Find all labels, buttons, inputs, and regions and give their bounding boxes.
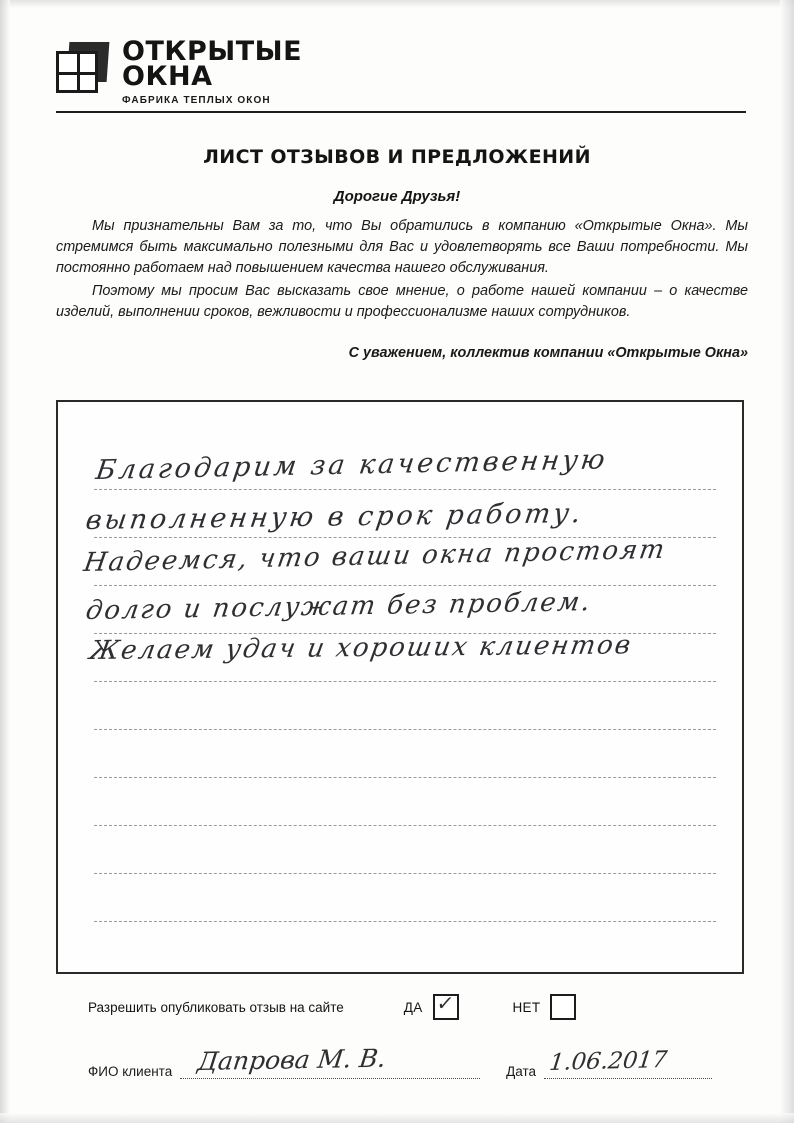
- feedback-box[interactable]: [56, 400, 744, 974]
- rule-line: [94, 490, 716, 538]
- handwritten-line-3: Надеемся, что ваши окна простоят: [81, 534, 669, 579]
- greeting-text: Дорогие Друзья!: [333, 188, 461, 205]
- intro-paragraph-1: Мы признательны Вам за то, что Вы обратились в компанию «Открытые Окна». Мы стремимся быть максимально полезными для Вас и удовлетворять все Ваши потребности. Мы постоянно работаем над повышением качества нашего обслуживания.: [56, 218, 748, 276]
- date-label: Дата: [506, 1064, 536, 1079]
- scan-edge-right: [780, 0, 794, 1123]
- intro-body: [56, 216, 748, 324]
- window-square-icon: [56, 42, 110, 96]
- checkmark-icon: ✓: [434, 991, 455, 1015]
- yes-label: ДА: [403, 999, 423, 1015]
- logo-line-2: ОКНА: [122, 60, 213, 92]
- yes-checkbox[interactable]: [433, 991, 459, 1020]
- rule-line: [94, 682, 716, 730]
- rule-line: [94, 826, 716, 874]
- date-input[interactable]: [544, 1046, 712, 1079]
- client-name-value: Дапрова М. В.: [196, 1043, 388, 1076]
- scan-edge-bottom: [0, 1113, 794, 1123]
- handwritten-line-2: выполненную в срок работу.: [83, 498, 586, 537]
- handwritten-line-1: Благодарим за качественную: [93, 444, 610, 487]
- rule-line: [94, 874, 716, 922]
- company-signature: С уважением, коллектив компании «Открытые Окна»: [348, 345, 748, 361]
- publish-permission-row: [88, 991, 708, 1020]
- scan-edge-top: [0, 0, 794, 8]
- rule-line: [94, 442, 716, 490]
- client-name-input[interactable]: [180, 1043, 480, 1079]
- company-logo-text: [122, 36, 303, 106]
- company-header: [56, 36, 746, 106]
- ruled-lines: [94, 442, 716, 922]
- rule-line: [94, 538, 716, 586]
- logo-line-1: ОТКРЫТЫЕ: [122, 36, 303, 67]
- rule-line: [94, 730, 716, 778]
- logo-subtitle: ФАБРИКА ТЕПЛЫХ ОКОН: [122, 94, 271, 106]
- rule-line: [94, 778, 716, 826]
- rule-line: [94, 586, 716, 634]
- intro-paragraph-2: Поэтому мы просим Вас высказать свое мнение, о работе нашей компании – о качестве изделий, выполнении сроков, вежливости и профессионализме наших сотрудников.: [56, 282, 748, 320]
- client-name-label: ФИО клиента: [88, 1064, 173, 1079]
- handwritten-line-4: долго и послужат без проблем.: [83, 587, 594, 627]
- no-label: НЕТ: [512, 999, 541, 1015]
- handwritten-line-5: Желаем удач и хороших клиентов: [87, 630, 635, 667]
- scan-edge-left: [0, 0, 10, 1123]
- page-title: ЛИСТ ОТЗЫВОВ И ПРЕДЛОЖЕНИЙ: [203, 146, 591, 168]
- publish-permission-label: Разрешить опубликовать отзыв на сайте: [88, 999, 344, 1015]
- no-checkbox[interactable]: [550, 994, 576, 1020]
- rule-line: [94, 634, 716, 682]
- header-divider: [56, 111, 746, 113]
- client-fields-row: [88, 1043, 712, 1079]
- date-value: 1.06.2017: [548, 1046, 669, 1076]
